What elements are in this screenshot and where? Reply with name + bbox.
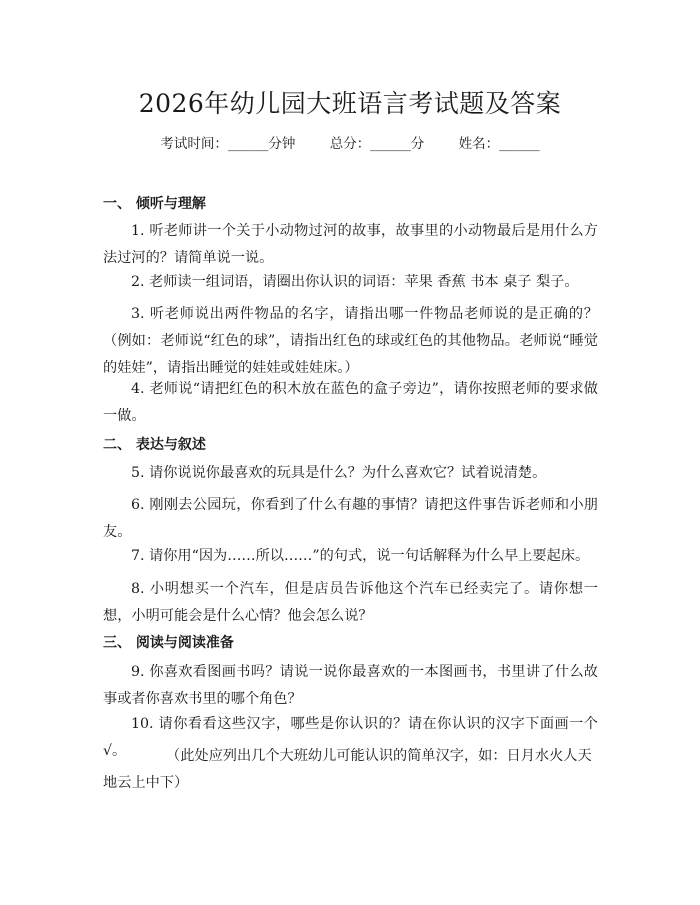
question-7: 7. 请你用“因为……所以……”的句式，说一句话解释为什么早上要起床。	[131, 548, 590, 564]
student-name-field: 姓名：______	[458, 136, 540, 152]
exam-time-field: 考试时间：______分钟	[160, 136, 296, 152]
question-9: 9. 你喜欢看图画书吗？请说一说你最喜欢的一本图画书，书里讲了什么故事或者你喜欢书里的哪个角色？	[103, 664, 598, 707]
character-list-note: （此处应列出几个大班幼儿可能认识的简单汉字，如：日月水火人天地云上中下）	[103, 748, 592, 791]
section-heading-expression: 二、 表达与叙述	[103, 437, 206, 453]
question-1: 1. 听老师讲一个关于小动物过河的故事，故事里的小动物最后是用什么方法过河的？请简单说一说。	[103, 223, 598, 266]
question-3: 3. 听老师说出两件物品的名字，请指出哪一件物品老师说的是正确的？（例如：老师说“红色的球”，请指出红色的球或红色的其他物品。老师说“睡觉的娃娃”，请指出睡觉的娃娃或娃娃床。）	[103, 306, 598, 376]
total-score-field: 总分：______分	[329, 136, 425, 152]
page-title: 2026年幼儿园大班语言考试题及答案	[138, 89, 562, 118]
section-heading-reading: 三、 阅读与阅读准备	[103, 635, 234, 651]
section-heading-listening: 一、 倾听与理解	[103, 196, 206, 212]
question-5: 5. 请你说说你最喜欢的玩具是什么？为什么喜欢它？试着说清楚。	[131, 465, 547, 481]
question-4: 4. 老师说“请把红色的积木放在蓝色的盒子旁边”，请你按照老师的要求做一做。	[103, 381, 598, 424]
exam-meta	[0, 132, 700, 152]
question-2: 2. 老师读一组词语，请圈出你认识的词语：苹果 香蕉 书本 桌子 梨子。	[131, 274, 579, 290]
question-6: 6. 刚刚去公园玩，你看到了什么有趣的事情？请把这件事告诉老师和小朋友。	[103, 497, 598, 540]
question-10: 10. 请你看看这些汉字，哪些是你认识的？请在你认识的汉字下面画一个√。	[103, 716, 598, 759]
question-8: 8. 小明想买一个汽车，但是店员告诉他这个汽车已经卖完了。请你想一想，小明可能会是什么心情？他会怎么说？	[103, 581, 598, 624]
